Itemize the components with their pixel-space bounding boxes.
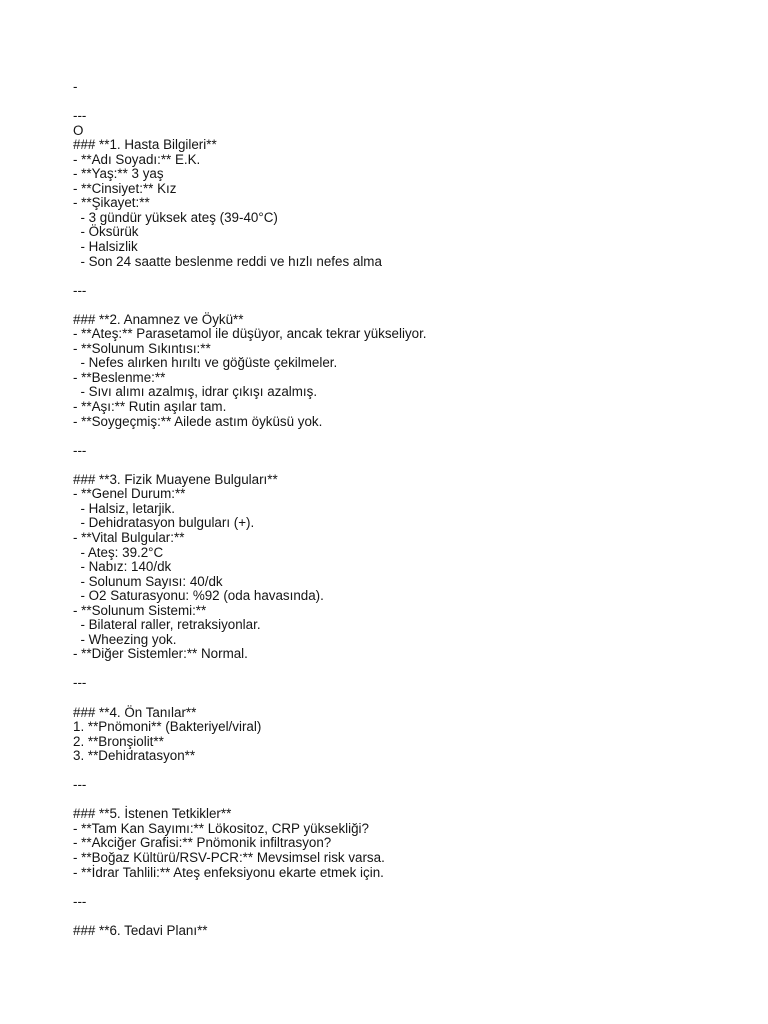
document-line: ---	[73, 282, 87, 298]
document-line	[73, 458, 753, 473]
document-line: - **Şikayet:**	[73, 195, 150, 211]
document-line: ### **6. Tedavi Planı**	[73, 922, 208, 938]
document-line: 1. **Pnömoni** (Bakteriyel/viral)	[73, 719, 262, 735]
document-line: ### **2. Anamnez ve Öykü**	[73, 311, 244, 327]
document-line: - Ateş: 39.2°C	[73, 544, 164, 560]
document-line: - **Yaş:** 3 yaş	[73, 166, 164, 182]
document-line	[73, 662, 753, 677]
document-line: - Bilateral raller, retraksiyonlar.	[73, 617, 261, 633]
document-line: - 3 gündür yüksek ateş (39-40°C)	[73, 209, 278, 225]
document-line: - **Ateş:** Parasetamol ile düşüyor, ancak tekrar yükseliyor.	[73, 326, 427, 342]
document-line	[73, 691, 753, 706]
document-line: 2. **Bronşiolit**	[73, 733, 164, 749]
document-line: - Halsizlik	[73, 239, 138, 255]
document-line: ---	[73, 442, 87, 458]
document-line: - **Soygeçmiş:** Ailede astım öyküsü yok.	[73, 413, 323, 429]
document-line: - **Solunum Sıkıntısı:**	[73, 340, 211, 356]
document-line	[73, 429, 753, 444]
document-line: O	[73, 122, 84, 138]
document-line: - **Aşı:** Rutin aşılar tam.	[73, 399, 227, 415]
document-line: 3. **Dehidratasyon**	[73, 748, 196, 764]
document-line	[73, 793, 753, 808]
document-line: ---	[73, 893, 87, 909]
document-line: - Son 24 saatte beslenme reddi ve hızlı nefes alma	[73, 253, 382, 269]
document-line: - **Solunum Sistemi:**	[73, 602, 207, 618]
document-line	[73, 269, 753, 284]
document-line: - **Boğaz Kültürü/RSV-PCR:** Mevsimsel risk varsa.	[73, 849, 385, 865]
document-line: - Dehidratasyon bulguları (+).	[73, 515, 255, 531]
document-line: - **Adı Soyadı:** E.K.	[73, 151, 201, 167]
document-line: - **Beslenme:**	[73, 369, 166, 385]
document-line	[73, 95, 753, 110]
document-line: - **Diğer Sistemler:** Normal.	[73, 646, 248, 662]
document-line: - **İdrar Tahlili:** Ateş enfeksiyonu ekarte etmek için.	[73, 864, 384, 880]
document-line: -	[73, 79, 78, 94]
document-line: ### **3. Fizik Muayene Bulguları**	[73, 471, 278, 487]
document-line: ### **1. Hasta Bilgileri**	[73, 137, 217, 153]
document-line	[73, 298, 753, 313]
document-line: - **Genel Durum:**	[73, 486, 186, 502]
document-line: ### **4. Ön Tanılar**	[73, 704, 197, 720]
document-line: - Nefes alırken hırıltı ve göğüste çekilmeler.	[73, 355, 338, 371]
document-line: ---	[73, 675, 87, 691]
document-line	[73, 909, 753, 924]
document-line: - Halsiz, letarjik.	[73, 500, 175, 516]
document-text	[73, 80, 753, 938]
document-line: - Sıvı alımı azalmış, idrar çıkışı azalmış.	[73, 384, 318, 400]
document-line: - Wheezing yok.	[73, 631, 177, 647]
document-line: - Öksürük	[73, 224, 139, 240]
document-line: - **Cinsiyet:** Kız	[73, 180, 177, 196]
document-line: - **Tam Kan Sayımı:** Lökositoz, CRP yüksekliği?	[73, 820, 369, 836]
document-line	[73, 880, 753, 895]
document-line: ### **5. İstenen Tetkikler**	[73, 806, 232, 822]
document-line: - Solunum Sayısı: 40/dk	[73, 573, 223, 589]
document-line: - **Vital Bulgular:**	[73, 529, 185, 545]
document-line: - Nabız: 140/dk	[73, 559, 172, 575]
document-line: - O2 Saturasyonu: %92 (oda havasında).	[73, 588, 324, 604]
document-line: ---	[73, 777, 87, 793]
document-line	[73, 764, 753, 779]
document-line: ---	[73, 108, 87, 124]
document-line: - **Akciğer Grafisi:** Pnömonik infiltrasyon?	[73, 835, 332, 851]
